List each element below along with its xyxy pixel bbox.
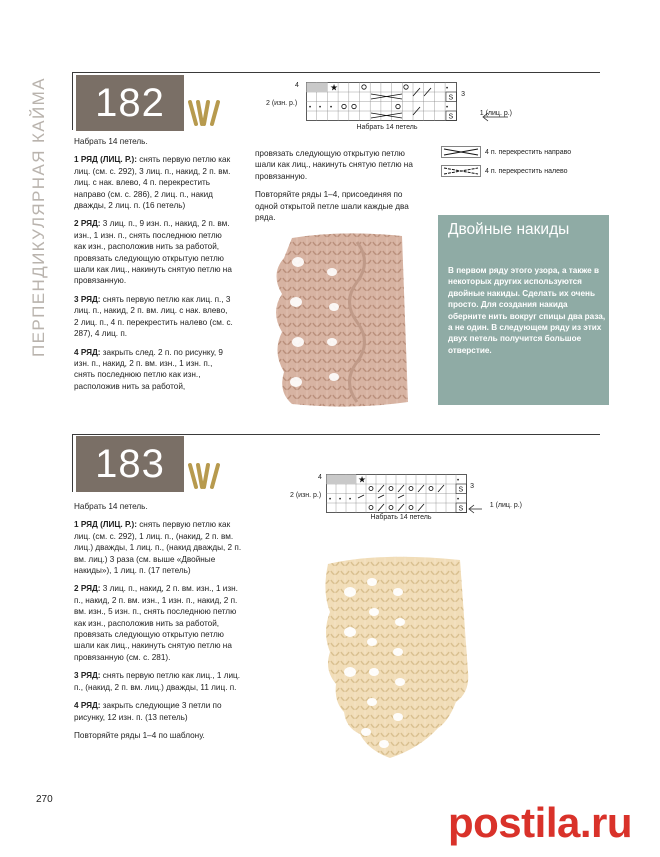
chart-row-label: 1 (лиц. р.)	[489, 502, 522, 509]
svg-text:★: ★	[358, 474, 367, 485]
info-box-double-yarnovers	[438, 215, 609, 405]
svg-text:S: S	[458, 486, 464, 494]
svg-text:S: S	[448, 94, 454, 102]
chart-row-label: 1 (лиц. р.)	[479, 110, 512, 117]
knitting-needles-icon	[186, 98, 222, 128]
chart-row-label: 4	[295, 82, 299, 89]
chart-caption-183: Набрать 14 петель	[370, 514, 432, 521]
arrow-left-icon	[466, 504, 484, 514]
chart-row-label: 3	[470, 483, 474, 490]
section-rule-183	[72, 434, 600, 435]
row-4-183: 4 РЯД: закрыть следующие 3 петли по рисунку, 12 изн. п. (13 петель)	[74, 701, 222, 722]
watermark-text: postila.ru	[448, 799, 633, 846]
section-rule-182	[72, 72, 600, 73]
svg-text:•: •	[339, 497, 342, 503]
svg-text:•: •	[309, 105, 312, 111]
knit-swatch-photo-182	[262, 232, 414, 410]
side-title	[28, 72, 50, 362]
cross-left-icon	[441, 165, 481, 177]
legend-item-cross-right: 4 п. перекрестить направо	[441, 146, 571, 158]
cross-right-icon	[441, 146, 481, 158]
chart-grid-183	[326, 474, 472, 514]
row-4-continued-182: провязать следующую открытую петлю шали как лиц., накинуть снятую петлю на провязанную.	[255, 149, 413, 181]
pattern-number-182: 182	[76, 75, 184, 131]
knitting-needles-icon	[186, 461, 222, 491]
svg-text:S: S	[458, 505, 464, 513]
chart-row-label: 2 (изн. р.)	[266, 100, 298, 107]
chart-caption-182: Набрать 14 петель	[356, 124, 418, 131]
svg-text:•: •	[457, 478, 460, 484]
chart-row-label: 3	[461, 91, 465, 98]
chart-row-label: 2 (изн. р.)	[290, 492, 322, 499]
svg-text:•: •	[330, 105, 333, 111]
row-1-183: 1 РЯД (ЛИЦ. Р.): снять первую петлю как лиц. (см. с. 292), 1 лиц. п., (накид, 2 п. вм. лиц.) дважды, 1 лиц. п., (накид дважды, 2 п. вм. лиц.) 3 раза (см. выше «Двойные накиды»), 1 лиц. п. (17 петель)	[74, 520, 242, 576]
svg-text:•: •	[446, 105, 449, 111]
svg-text:•: •	[329, 497, 332, 503]
cast-on-183: Набрать 14 петель.	[74, 502, 148, 511]
knitting-chart-182	[262, 82, 512, 134]
row-2-182: 2 РЯД: 3 лиц. п., 9 изн. п., накид, 2 п. вм. изн., 1 изн. п., снять последнюю петлю как изн., расположив нить за работой, провязать следующую открытую петлю шали как лиц., накинуть снятую петлю на провязанную.	[74, 219, 232, 286]
row-1-182: 1 РЯД (ЛИЦ. Р.): снять первую петлю как лиц. (см. с. 292), 3 лиц. п., накид, 2 п. вм. лиц. с нак. влево, 4 п. перекрестить направо (см. с. 286), 2 лиц. п., накид дважды, 2 лиц. п. (16 петель)	[74, 155, 231, 211]
chart-grid-182	[306, 82, 462, 122]
cast-on-182: Набрать 14 петель.	[74, 137, 148, 146]
svg-text:•: •	[446, 86, 449, 92]
pattern-183-col1	[74, 501, 246, 748]
repeat-183: Повторяйте ряды 1–4 по шаблону.	[74, 730, 205, 740]
svg-text:★: ★	[330, 82, 339, 93]
knit-swatch-photo-183	[320, 552, 472, 760]
svg-text:•: •	[349, 497, 352, 503]
repeat-182: Повторяйте ряды 1–4, присоединяя по одной открытой петле шали каждые два ряда.	[255, 190, 409, 223]
pattern-182-col1	[74, 136, 234, 399]
section-rule-182-left	[72, 72, 73, 130]
info-box-body: В первом ряду этого узора, а также в некоторых других используются двойные накиды. Сделать их очень просто. Для создания накида оберните нить вокруг спицы два раза, а не один. В следующем ряду из этих двух петель получится большое отверстие.	[448, 266, 606, 355]
knitting-chart-183	[286, 474, 522, 524]
svg-text:•: •	[319, 105, 322, 111]
page-number: 270	[36, 794, 53, 805]
chart-row-label: 4	[318, 474, 322, 481]
pattern-182-col2	[255, 148, 425, 230]
row-3-183: 3 РЯД: снять первую петлю как лиц., 1 лиц. п., (накид, 2 п. вм. лиц.) дважды, 11 лиц. п.	[74, 671, 241, 692]
section-rule-183-left	[72, 434, 73, 492]
watermark-logo	[448, 799, 648, 846]
svg-text:•: •	[457, 497, 460, 503]
arrow-left-icon	[480, 112, 510, 122]
side-title-text: ПЕРПЕНДИКУЛЯРНАЯ КАЙМА	[29, 77, 48, 357]
svg-text:S: S	[448, 113, 454, 121]
info-box-title: Двойные накиды	[448, 221, 570, 238]
row-2-183: 2 РЯД: 3 лиц. п., накид, 2 п. вм. изн., 1 изн. п., накид, 2 п. вм. изн., 1 изн. п., накид, 2 п. вм. изн., 5 изн. п., снять последнюю петлю как изн., расположив нить за работой, провязать следующую открытую петлю шали как лиц., накинуть снятую петлю на провязанную (см. с. 281).	[74, 584, 238, 662]
row-4-182: 4 РЯД: закрыть след. 2 п. по рисунку, 9 изн. п., накид, 2 п. вм. изн., 1 изн. п., снять последнюю петлю как изн., расположив нить за работой,	[74, 347, 223, 391]
legend-item-cross-left: 4 п. перекрестить налево	[441, 165, 568, 177]
row-3-182: 3 РЯД: снять первую петлю как лиц. п., 3 лиц. п., накид, 2 п. вм. лиц. с нак. влево, 2 лиц. п., 4 п. перекрестить налево (см. с. 287), 4 лиц. п.	[74, 294, 233, 339]
pattern-number-183: 183	[76, 436, 184, 492]
